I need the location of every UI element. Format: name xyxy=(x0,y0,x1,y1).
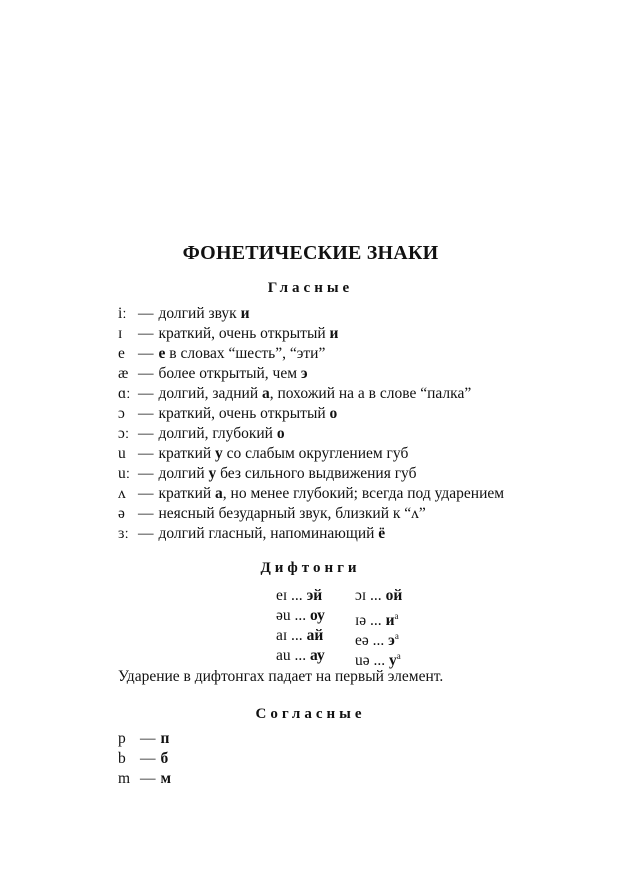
vowel-description xyxy=(159,344,326,364)
dash: — xyxy=(138,425,154,442)
diphthong-row xyxy=(276,606,496,629)
vowel-row xyxy=(118,484,588,504)
russian-equivalent: у xyxy=(389,652,397,669)
russian-equivalent: о xyxy=(276,425,285,442)
ipa-symbol: ɑː xyxy=(118,385,131,402)
dash: — xyxy=(138,365,154,382)
vowels-heading: Гласные xyxy=(267,280,354,296)
ipa-symbol: ʌ xyxy=(118,485,126,502)
ipa-symbol: ə xyxy=(118,505,125,522)
vowel-description xyxy=(159,324,339,344)
ipa-symbol: əu ... xyxy=(276,607,311,624)
vowel-list xyxy=(118,304,588,544)
vowel-description xyxy=(159,304,250,324)
ipa-symbol: ɜː xyxy=(118,525,129,542)
russian-equivalent: о xyxy=(329,405,338,422)
ipa-symbol: u xyxy=(118,445,126,462)
ipa-symbol: eə ... xyxy=(355,632,389,649)
dash: — xyxy=(138,525,154,542)
description-text: в словах “шесть”, “эти” xyxy=(165,345,326,362)
description-text: краткий, очень открытый xyxy=(158,325,330,342)
description-text: без сильного выдвижения губ xyxy=(216,465,417,482)
vowel-description xyxy=(159,524,386,544)
dash: — xyxy=(138,305,154,322)
vowel-description xyxy=(159,484,505,504)
consonant-list xyxy=(118,729,318,789)
russian-equivalent: ай xyxy=(306,627,324,644)
description-text: краткий xyxy=(158,485,216,502)
russian-equivalent: у xyxy=(208,465,217,482)
ipa-symbol: ɪ xyxy=(118,325,123,342)
vowel-description xyxy=(159,404,338,424)
ipa-symbol: ɔː xyxy=(118,425,130,442)
ipa-symbol: ɔ xyxy=(118,405,125,422)
consonant-row xyxy=(118,729,318,749)
russian-equivalent: эй xyxy=(306,587,323,604)
description-text: долгий, задний xyxy=(158,385,263,402)
page-title: ФОНЕТИЧЕСКИЕ ЗНАКИ xyxy=(182,242,439,264)
description-text: со слабым округлением губ xyxy=(222,445,409,462)
russian-equivalent: э xyxy=(300,365,308,382)
russian-equivalent: ой xyxy=(385,587,403,604)
description-text: долгий, глубокий xyxy=(158,425,277,442)
vowel-description xyxy=(159,504,426,524)
description-text: долгий гласный, напоминающий xyxy=(158,525,379,542)
ipa-symbol: uə ... xyxy=(355,652,390,669)
diphthong-cell xyxy=(355,606,434,629)
vowel-description xyxy=(159,384,472,404)
superscript: а xyxy=(394,631,399,641)
ipa-symbol: p xyxy=(118,730,126,747)
vowel-row xyxy=(118,464,588,484)
russian-equivalent: а xyxy=(215,485,223,502)
vowel-row xyxy=(118,384,588,404)
description-text: неясный безударный звук, близкий к “ʌ” xyxy=(158,505,426,522)
vowel-row xyxy=(118,424,588,444)
russian-equivalent: у xyxy=(215,445,223,462)
ipa-symbol: eɪ ... xyxy=(276,587,307,604)
russian-equivalent: и xyxy=(385,612,395,629)
vowel-row xyxy=(118,364,588,384)
dash: — xyxy=(138,385,154,402)
description-text: краткий, очень открытый xyxy=(158,405,330,422)
description-text: долгий звук xyxy=(158,305,241,322)
dash: — xyxy=(138,325,154,342)
diphthong-cell xyxy=(276,646,355,666)
russian-equivalent: ау xyxy=(310,647,325,664)
dash: — xyxy=(138,405,154,422)
ipa-symbol: ɔɪ ... xyxy=(355,587,386,604)
ipa-symbol: ɪə ... xyxy=(355,612,386,629)
russian-equivalent: оу xyxy=(310,607,325,624)
russian-equivalent: а xyxy=(262,385,270,402)
dash: — xyxy=(140,730,156,747)
russian-equivalent: п xyxy=(160,730,170,747)
russian-equivalent: е xyxy=(158,345,166,362)
superscript: а xyxy=(396,651,401,661)
ipa-symbol: b xyxy=(118,750,126,767)
vowel-row xyxy=(118,404,588,424)
ipa-symbol: æ xyxy=(118,365,129,382)
diphthong-row xyxy=(276,586,496,606)
diphthong-cell xyxy=(355,626,434,649)
ipa-symbol: iː xyxy=(118,305,127,322)
vowel-row xyxy=(118,304,588,324)
ipa-symbol: aɪ ... xyxy=(276,627,307,644)
vowel-row xyxy=(118,504,588,524)
vowel-row xyxy=(118,324,588,344)
dash: — xyxy=(138,465,154,482)
diphthong-row xyxy=(276,646,496,669)
description-text: , но менее глубокий; всегда под ударением xyxy=(222,485,505,502)
dash: — xyxy=(138,445,154,462)
russian-equivalent: ё xyxy=(378,525,386,542)
diphthongs-heading: Дифтонги xyxy=(260,560,361,576)
diphthong-note: Ударение в дифтонгах падает на первый элемент. xyxy=(118,668,444,685)
diphthong-table xyxy=(276,586,496,669)
ipa-symbol: au ... xyxy=(276,647,311,664)
vowel-description xyxy=(159,464,417,484)
dash: — xyxy=(140,750,156,767)
diphthong-cell xyxy=(355,586,434,606)
vowel-row xyxy=(118,344,588,364)
diphthong-row xyxy=(276,626,496,649)
diphthong-cell xyxy=(355,646,434,669)
dash: — xyxy=(138,485,154,502)
russian-equivalent: и xyxy=(240,305,250,322)
diphthong-cell xyxy=(276,606,355,626)
vowel-description xyxy=(159,424,285,444)
dash: — xyxy=(138,505,154,522)
russian-equivalent: б xyxy=(160,750,169,767)
ipa-symbol: uː xyxy=(118,465,131,482)
diphthong-cell xyxy=(276,626,355,646)
vowel-description xyxy=(159,444,409,464)
superscript: а xyxy=(394,611,399,621)
russian-equivalent: м xyxy=(160,770,172,787)
vowel-row xyxy=(118,524,588,544)
consonant-row xyxy=(118,749,318,769)
vowel-description xyxy=(159,364,308,384)
description-text: краткий xyxy=(158,445,216,462)
ipa-symbol: m xyxy=(118,770,131,787)
dash: — xyxy=(140,770,156,787)
vowel-row xyxy=(118,444,588,464)
russian-equivalent: э xyxy=(388,632,395,649)
description-text: более открытый, чем xyxy=(158,365,301,382)
diphthong-cell xyxy=(276,586,355,606)
description-text: долгий xyxy=(158,465,209,482)
description-text: , похожий на а в слове “палка” xyxy=(269,385,472,402)
consonants-heading: Согласные xyxy=(255,706,366,722)
consonant-row xyxy=(118,769,318,789)
ipa-symbol: e xyxy=(118,345,125,362)
dash: — xyxy=(138,345,154,362)
russian-equivalent: и xyxy=(329,325,339,342)
